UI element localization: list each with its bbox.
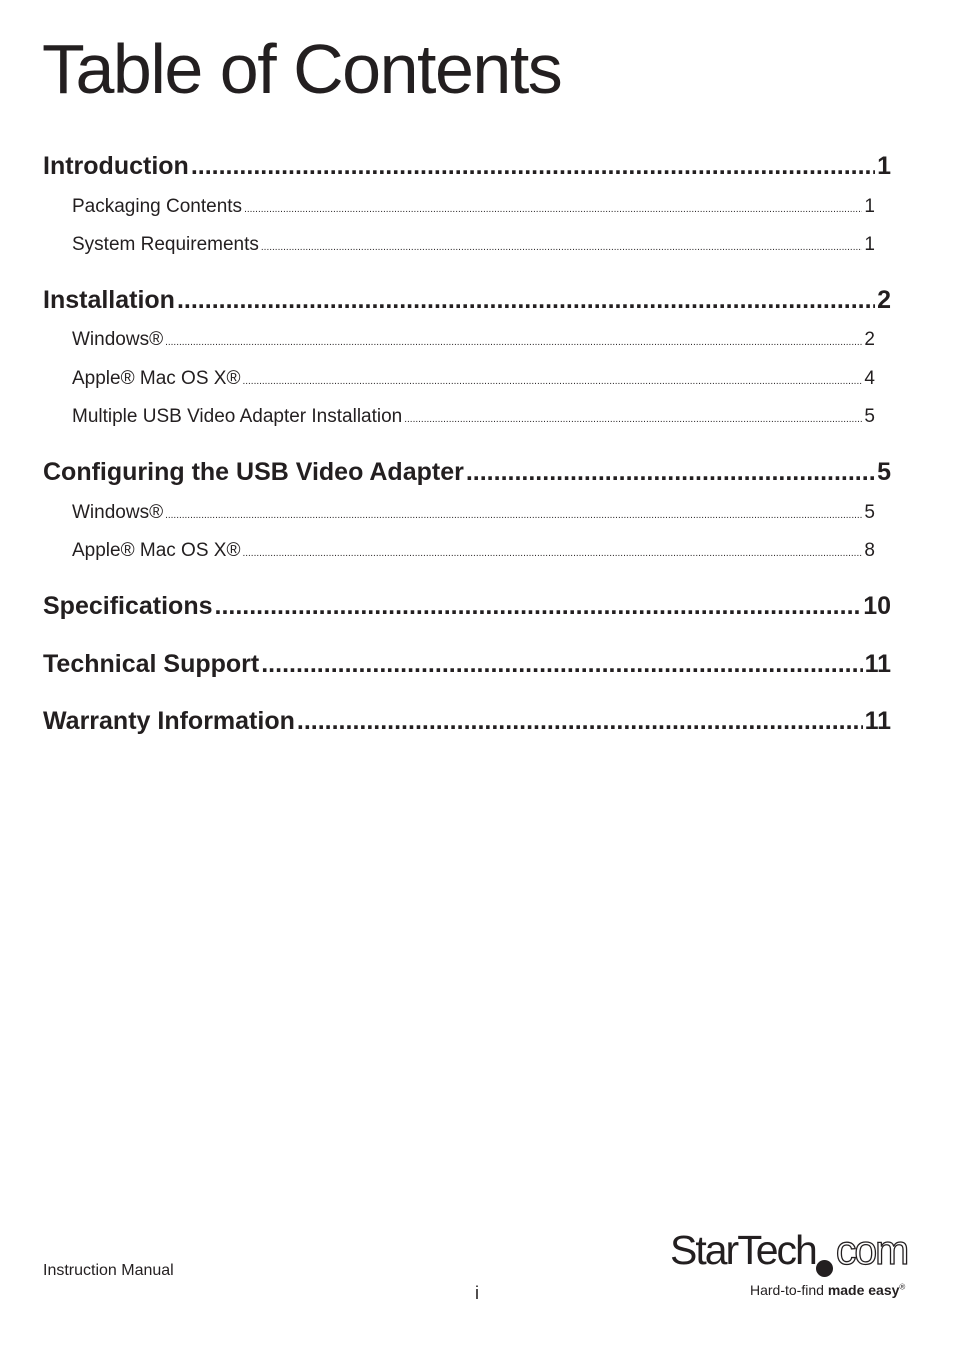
toc-dot-leader <box>242 368 862 393</box>
logo-dot-icon <box>816 1260 833 1277</box>
toc-entry-windows-install[interactable] <box>72 326 875 354</box>
toc-entry-windows-config[interactable] <box>72 499 875 527</box>
toc-dot-leader <box>261 646 862 682</box>
toc-dot-leader <box>191 148 875 184</box>
toc-entry-page: 1 <box>864 234 875 255</box>
toc-entry-packaging-contents[interactable] <box>72 193 875 221</box>
toc-dot-leader <box>215 588 862 624</box>
toc-entry-label: Specifications <box>43 592 213 620</box>
toc-entry-introduction[interactable] <box>43 148 891 184</box>
toc-entry-warranty-information[interactable] <box>43 703 891 739</box>
toc-entry-page: 10 <box>863 592 891 620</box>
toc-entry-label: Installation <box>43 286 175 314</box>
logo-tagline <box>750 1282 905 1298</box>
toc-entry-multiple-adapter-install[interactable] <box>72 403 875 431</box>
toc-entry-page: 4 <box>864 368 875 389</box>
toc-entry-page: 2 <box>877 286 891 314</box>
toc-dot-leader <box>466 454 875 490</box>
toc-entry-system-requirements[interactable] <box>72 231 875 259</box>
toc-entry-label: Warranty Information <box>43 707 295 735</box>
toc-dot-leader <box>404 406 862 431</box>
toc-dot-leader <box>165 329 862 354</box>
logo-brand-main: StarTech <box>670 1227 816 1273</box>
toc-entry-label: System Requirements <box>72 234 259 255</box>
toc-dot-leader <box>165 502 862 527</box>
toc-entry-label: Multiple USB Video Adapter Installation <box>72 406 403 427</box>
toc-entry-page: 11 <box>864 707 891 735</box>
toc-entry-page: 11 <box>864 650 891 678</box>
page-title: Table of Contents <box>42 30 562 108</box>
toc-entry-mac-config[interactable] <box>72 537 875 565</box>
toc-entry-page: 8 <box>864 540 875 561</box>
toc-entry-page: 5 <box>864 406 875 427</box>
toc-entry-page: 5 <box>864 502 875 523</box>
toc-dot-leader <box>297 703 863 739</box>
startech-logo <box>670 1227 910 1302</box>
logo-wordmark <box>670 1227 908 1273</box>
toc-dot-leader <box>244 196 862 221</box>
toc-entry-page: 1 <box>877 152 891 180</box>
toc-entry-page: 5 <box>877 458 891 486</box>
toc-entry-label: Introduction <box>43 152 189 180</box>
logo-tagline-regular: Hard-to-find <box>750 1282 824 1298</box>
toc-entry-label: Windows® <box>72 329 164 350</box>
toc-entry-label: Apple® Mac OS X® <box>72 368 241 389</box>
logo-tagline-bold: made easy <box>827 1282 900 1298</box>
toc-entry-technical-support[interactable] <box>43 646 891 682</box>
toc-entry-label: Apple® Mac OS X® <box>72 540 241 561</box>
toc-entry-specifications[interactable] <box>43 588 891 624</box>
toc-entry-installation[interactable] <box>43 282 891 318</box>
toc-entry-configuring[interactable] <box>43 454 891 490</box>
toc-entry-label: Configuring the USB Video Adapter <box>43 458 464 486</box>
logo-brand-com: com <box>835 1227 908 1273</box>
toc-dot-leader <box>177 282 875 318</box>
footer-document-type: Instruction Manual <box>43 1262 174 1279</box>
toc-entry-page: 1 <box>864 196 875 217</box>
toc-dot-leader <box>242 540 862 565</box>
toc-entry-mac-install[interactable] <box>72 365 875 393</box>
toc-entry-label: Technical Support <box>43 650 260 678</box>
toc-entry-label: Packaging Contents <box>72 196 243 217</box>
toc-entry-page: 2 <box>864 329 875 350</box>
toc-dot-leader <box>261 234 863 259</box>
footer-page-number: i <box>475 1283 479 1303</box>
logo-tagline-mark: ® <box>899 1282 906 1292</box>
toc-entry-label: Windows® <box>72 502 164 523</box>
